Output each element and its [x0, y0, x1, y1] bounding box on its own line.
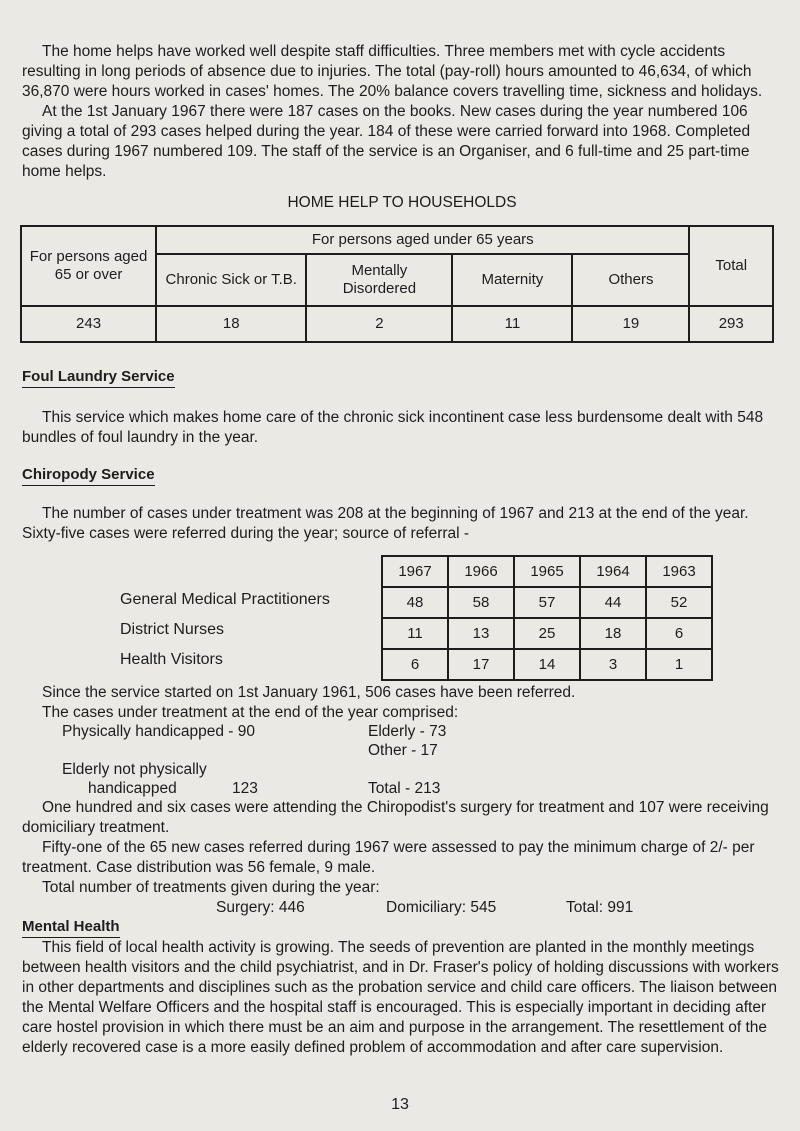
fifty-one-text: Fifty-one of the 65 new cases referred during 1967 were assessed to pay the minimum charge of 2/- per treatment. Case distribution was 56 female, 9 male. — [22, 839, 755, 876]
row-label-gp: General Medical Practitioners — [120, 591, 330, 608]
gp-cell: 57 — [514, 587, 580, 618]
value-total: 293 — [689, 306, 773, 342]
foul-laundry-heading: Foul Laundry Service — [22, 368, 175, 388]
handicapped-label: handicapped — [88, 780, 177, 797]
gp-cell: 58 — [448, 587, 514, 618]
header-mentally-disordered: Mentally Disordered — [306, 254, 452, 306]
value-chronic-sick: 18 — [156, 306, 306, 342]
value-maternity: 11 — [452, 306, 572, 342]
home-help-title: HOME HELP TO HOUSEHOLDS — [287, 194, 517, 211]
nurses-cell: 13 — [448, 618, 514, 649]
year-header: 1965 — [514, 556, 580, 587]
chiropody-heading: Chiropody Service — [22, 466, 155, 486]
page-number: 13 — [391, 1096, 409, 1113]
header-65-over: For persons aged 65 or over — [21, 226, 156, 306]
elderly-not-physically: Elderly not physically — [62, 761, 207, 778]
visitors-cell: 17 — [448, 649, 514, 680]
intro-paragraph-1: The home helps have worked well despite staff difficulties. Three members met with cycle accidents resulting in long periods of absence due to injuries. The total (pay-roll) hours amounted to 46,634, of which 36,870 were hours worked in cases' homes. The 20% balance covers travelling time, sickness and holidays. — [22, 43, 763, 100]
surgery-count: Surgery: 446 — [216, 899, 305, 916]
comprised-text: The cases under treatment at the end of the year comprised: — [42, 704, 459, 721]
chiropody-text: The number of cases under treatment was 208 at the beginning of 1967 and 213 at the end of the year. Sixty-five cases were referred during the year; source of referral - — [22, 505, 749, 542]
physically-handicapped: Physically handicapped - 90 — [62, 723, 256, 740]
nurses-cell: 18 — [580, 618, 646, 649]
year-header: 1964 — [580, 556, 646, 587]
foul-laundry-text: This service which makes home care of the chronic sick incontinent case less burdensome dealt with 548 bundles of foul laundry in the year. — [22, 409, 764, 446]
header-chronic-sick: Chronic Sick or T.B. — [156, 254, 306, 306]
attending-text: One hundred and six cases were attending the Chiropodist's surgery for treatment and 107 were receiving domiciliary treatment. — [22, 799, 769, 836]
mental-health-text: This field of local health activity is growing. The seeds of prevention are planted in the monthly meetings between health visitors and the child psychiatrist, and in Dr. Fraser's policy of holding discussions with workers in other departments and disciplines such as the probation service and child care officers. The liaison between the Mental Welfare Officers and the hospital staff is encouraged. This is especially important in deciding after care hostel provision in which there must be an aim and purpose in the arrangement. The resettlement of the elderly recovered case is a more easily defined problem of accommodation and after care supervision. — [22, 939, 779, 1056]
visitors-cell: 6 — [382, 649, 448, 680]
gp-cell: 52 — [646, 587, 712, 618]
year-header: 1963 — [646, 556, 712, 587]
header-maternity: Maternity — [452, 254, 572, 306]
home-help-table — [20, 225, 774, 343]
domiciliary-count: Domiciliary: 545 — [386, 899, 497, 916]
header-others: Others — [572, 254, 689, 306]
row-label-nurses: District Nurses — [120, 621, 225, 638]
year-header: 1966 — [448, 556, 514, 587]
value-65-over: 243 — [21, 306, 156, 342]
since-text: Since the service started on 1st January 1961, 506 cases have been referred. — [42, 684, 576, 701]
visitors-cell: 3 — [580, 649, 646, 680]
nurses-cell: 11 — [382, 618, 448, 649]
mental-health-heading: Mental Health — [22, 918, 120, 938]
visitors-cell: 1 — [646, 649, 712, 680]
header-under-65: For persons aged under 65 years — [156, 226, 689, 254]
other-count: Other - 17 — [368, 742, 438, 759]
visitors-cell: 14 — [514, 649, 580, 680]
intro-paragraph-2: At the 1st January 1967 there were 187 cases on the books. New cases during the year numbered 106 giving a total of 293 cases helped during the year. 184 of these were carried forward into 1968. Completed cases during 1967 numbered 109. The staff of the service is an Organiser, and 6 full-time and 25 part-time home helps. — [22, 103, 751, 180]
nurses-cell: 6 — [646, 618, 712, 649]
total-cases: Total - 213 — [368, 780, 441, 797]
handicapped-value: 123 — [232, 780, 258, 797]
year-header: 1967 — [382, 556, 448, 587]
nurses-cell: 25 — [514, 618, 580, 649]
referral-table — [381, 555, 713, 681]
elderly-count: Elderly - 73 — [368, 723, 447, 740]
gp-cell: 48 — [382, 587, 448, 618]
row-label-visitors: Health Visitors — [120, 651, 223, 668]
total-treatments: Total: 991 — [566, 899, 634, 916]
gp-cell: 44 — [580, 587, 646, 618]
value-mentally-disordered: 2 — [306, 306, 452, 342]
header-total: Total — [689, 226, 773, 306]
value-others: 19 — [572, 306, 689, 342]
total-treatments-text: Total number of treatments given during the year: — [42, 879, 380, 896]
